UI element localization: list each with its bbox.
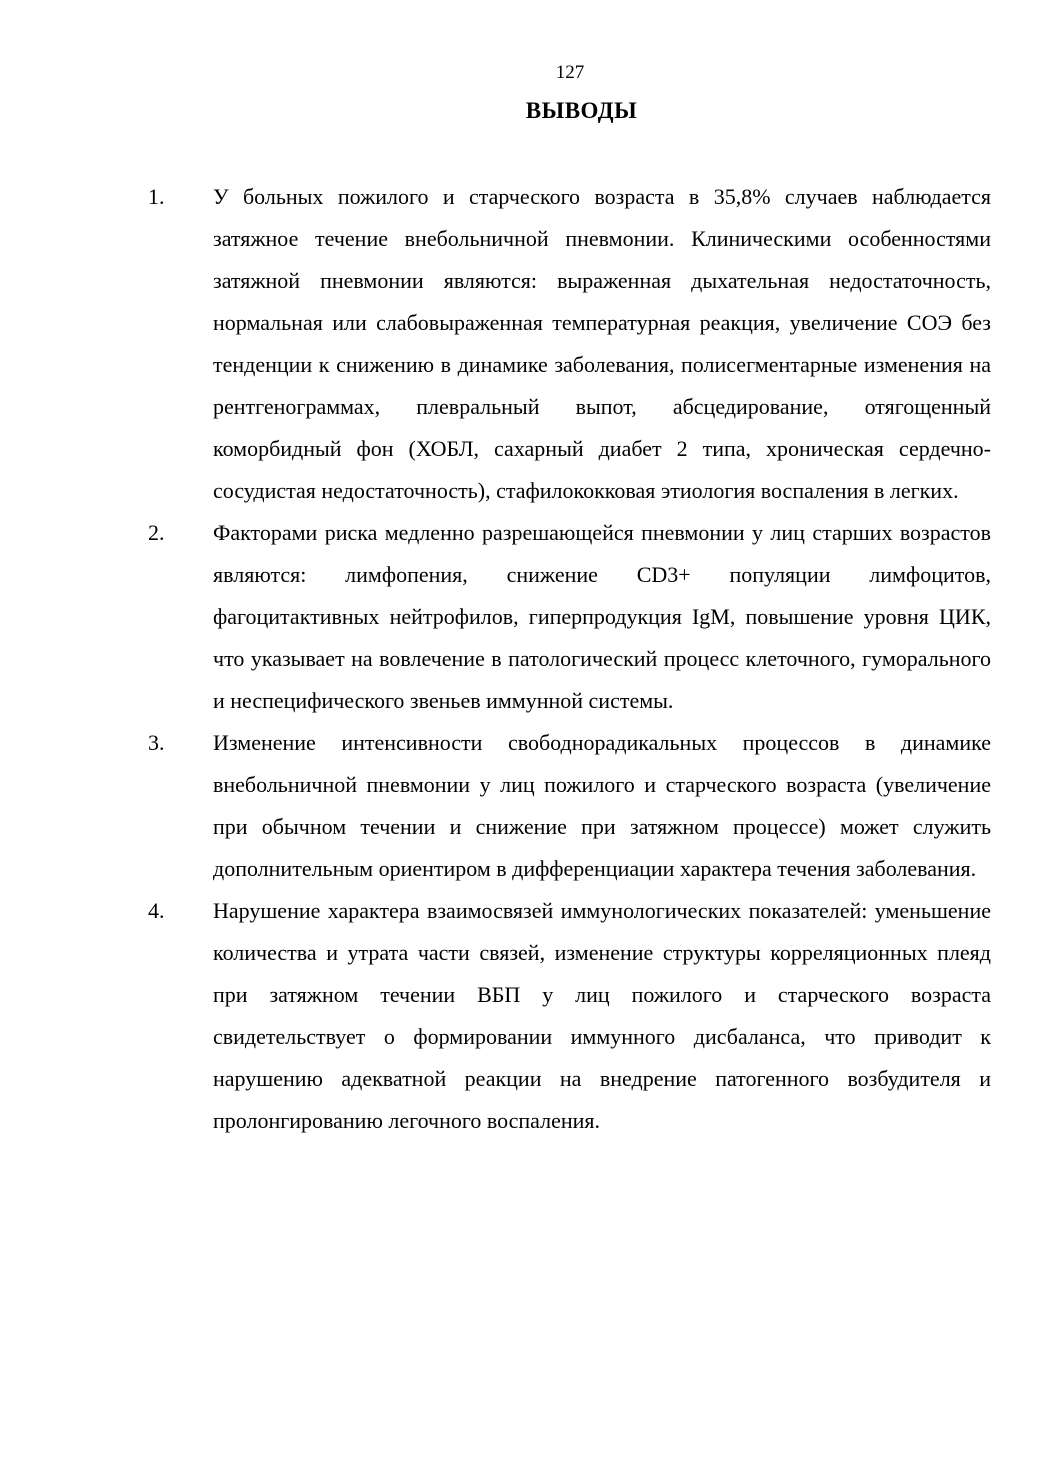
conclusion-text: У больных пожилого и старческого возраста в 35,8% случаев наблюдается затяжное течение внебольничной пневмонии. Клиническими особенностями затяжной пневмонии являются: выраженная дыхательная недостаточность, нормальная или слабовыраженная температурная реакция, увеличение СОЭ без тенденции к снижению в динамике заболевания, полисегментарные изменения на рентгенограммах, плевральный выпот, абсцедирование, отягощенный коморбидный фон (ХОБЛ, сахарный диабет 2 типа, хроническая сердечно-сосудистая недостаточность), стафилококковая этиология воспаления в легких. [213,184,991,503]
conclusion-number: 3. [148,730,165,755]
conclusion-text: Нарушение характера взаимосвязей иммунологических показателей: уменьшение количества и утрата части связей, изменение структуры корреляционных плеяд при затяжном течении ВБП у лиц пожилого и старческого возраста свидетельствует о формировании иммунного дисбаланса, что приводит к нарушению адекватной реакции на внедрение патогенного возбудителя и пролонгированию легочного воспаления. [213,898,991,1133]
conclusion-text: Факторами риска медленно разрешающейся пневмонии у лиц старших возрастов являются: лимфопения, снижение CD3+ популяции лимфоцитов, фагоцитактивных нейтрофилов, гиперпродукция IgM, повышение уровня ЦИК, что указывает на вовлечение в патологический процесс клеточного, гуморального и неспецифического звеньев иммунной системы. [213,520,991,713]
conclusion-item-4 [0,890,991,1142]
conclusion-item-1 [0,176,991,512]
conclusions-list [0,176,1039,1142]
conclusion-number: 2. [148,520,165,545]
conclusion-number: 4. [148,898,165,923]
conclusion-item-2 [0,512,991,722]
page-number: 127 [555,62,585,83]
conclusion-number: 1. [148,184,165,209]
page-title: ВЫВОДЫ [525,98,638,123]
conclusion-item-3 [0,722,991,890]
conclusion-text: Изменение интенсивности свободнорадикальных процессов в динамике внебольничной пневмонии у лиц пожилого и старческого возраста (увеличение при обычном течении и снижение при затяжном процессе) может служить дополнительным ориентиром в дифференциации характера течения заболевания. [213,730,991,881]
